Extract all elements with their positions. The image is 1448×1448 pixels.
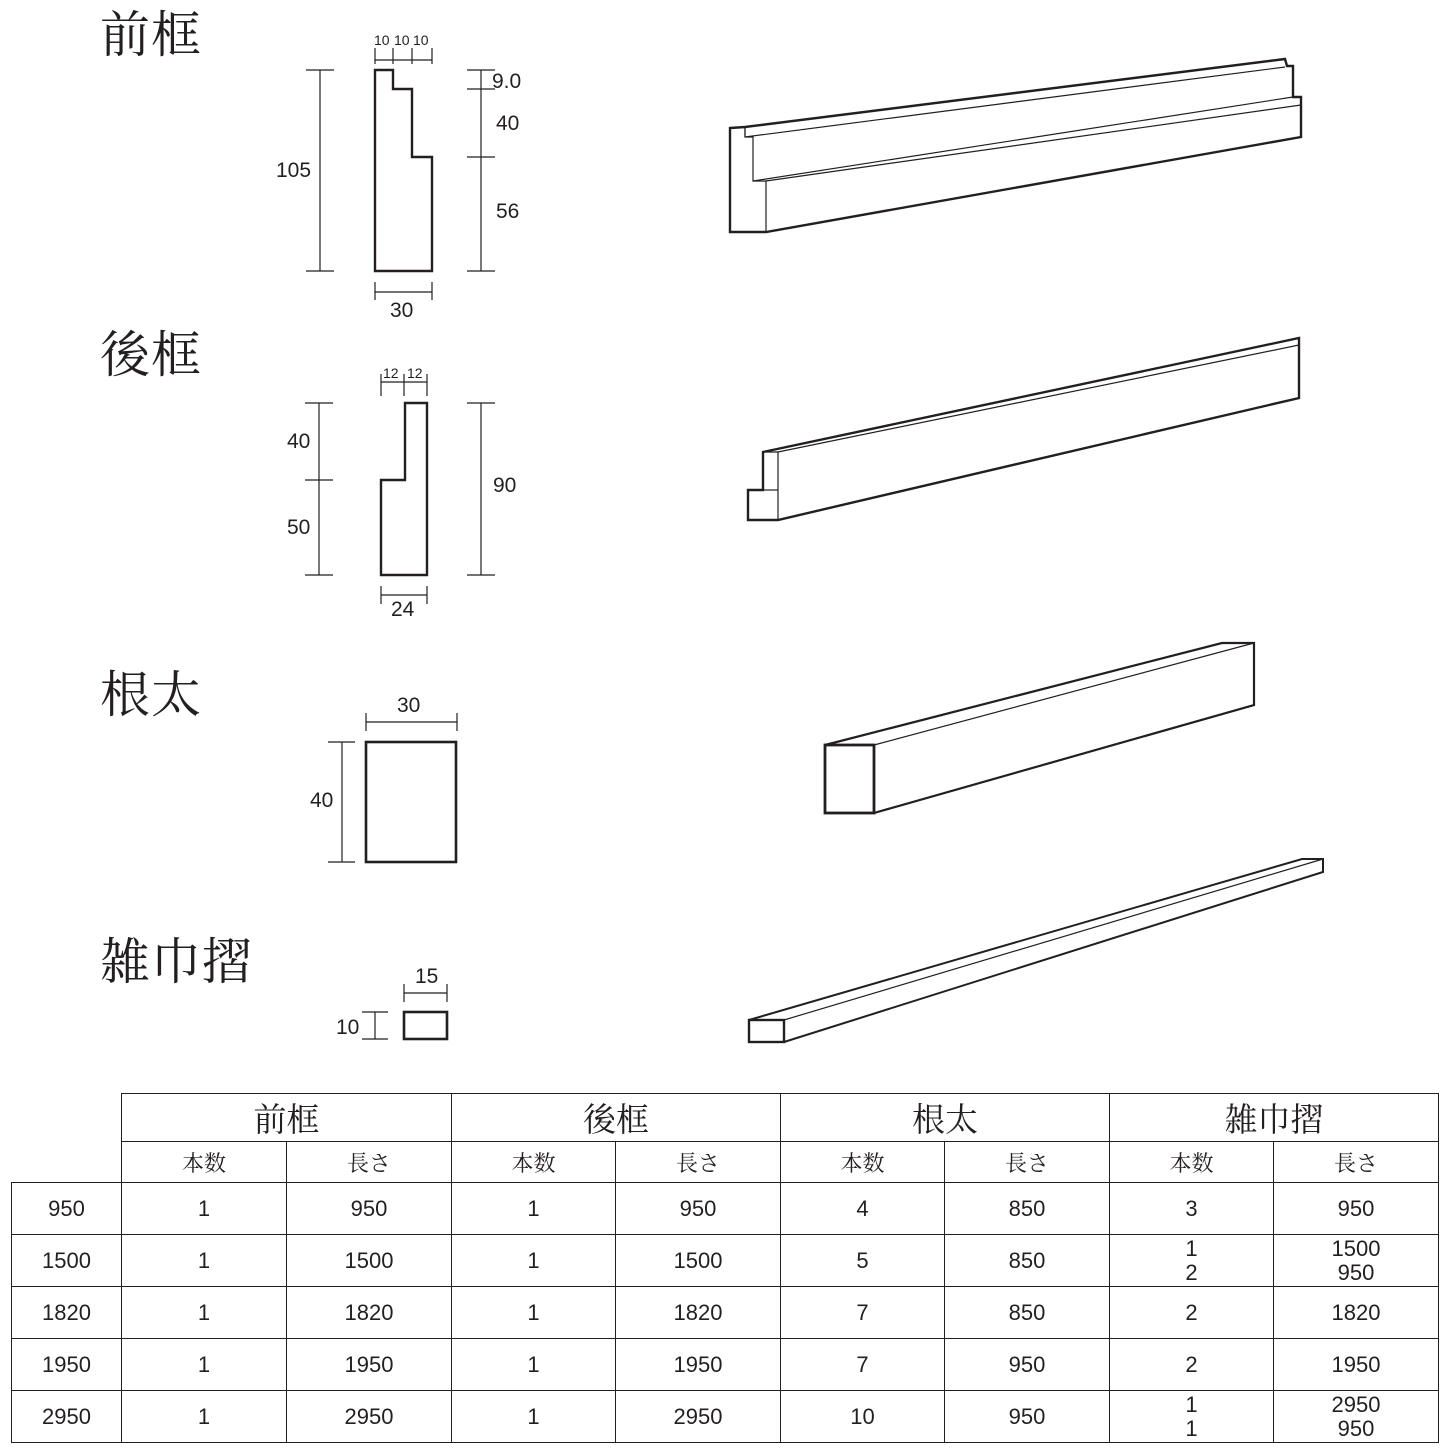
length-cell	[1274, 1339, 1439, 1391]
cell-value: 1500	[344, 1247, 394, 1273]
sub-header-length: 長さ	[1274, 1142, 1439, 1183]
count-cell	[122, 1287, 287, 1339]
cell-value: 850	[1008, 1195, 1046, 1221]
group-header-front-frame: 前框	[122, 1094, 452, 1142]
cell-value: 1	[527, 1351, 540, 1377]
table-corner	[12, 1094, 122, 1142]
row-size-cell: 950	[12, 1183, 122, 1235]
rear-width-label: 24	[391, 598, 415, 621]
sub-header-count: 本数	[452, 1142, 616, 1183]
sub-header-count: 本数	[122, 1142, 287, 1183]
count-cell	[452, 1235, 616, 1287]
cell-value: 950	[1008, 1351, 1046, 1377]
count-cell	[122, 1183, 287, 1235]
strip-width-label: 15	[415, 965, 439, 988]
cell-value: 3	[1185, 1195, 1198, 1221]
rear-h1-label: 40	[287, 430, 311, 453]
length-cell	[1274, 1183, 1439, 1235]
table-corner	[12, 1142, 122, 1183]
table-row	[12, 1339, 1439, 1391]
length-cell	[945, 1391, 1110, 1443]
table-body	[12, 1183, 1439, 1443]
count-cell	[1110, 1391, 1274, 1443]
cell-value: 850	[1008, 1299, 1046, 1325]
cell-value: 1	[1185, 1415, 1198, 1441]
front-frame-3d	[730, 59, 1301, 232]
cell-value: 1	[197, 1247, 211, 1273]
sub-header-length: 長さ	[616, 1142, 781, 1183]
cell-value: 4	[856, 1195, 869, 1221]
count-cell	[781, 1391, 945, 1443]
cell-value: 950	[350, 1195, 388, 1221]
cell-value: 1	[527, 1195, 540, 1221]
cell-value: 2	[1185, 1299, 1198, 1325]
spec-table	[11, 1093, 1439, 1443]
count-cell	[1110, 1287, 1274, 1339]
joist-section	[328, 713, 457, 862]
joist-height-label: 40	[310, 789, 334, 812]
cell-value: 1950	[673, 1351, 723, 1377]
cell-value: 1500	[673, 1247, 723, 1273]
cell-value: 10	[850, 1403, 875, 1429]
row-size-cell: 1820	[12, 1287, 122, 1339]
count-cell	[122, 1235, 287, 1287]
front-h3-label: 56	[496, 200, 520, 223]
cell-value: 1	[197, 1195, 211, 1221]
count-cell	[781, 1287, 945, 1339]
cell-value: 1950	[1331, 1351, 1381, 1377]
count-cell	[452, 1391, 616, 1443]
cell-value: 850	[1008, 1247, 1046, 1273]
cell-value: 2950	[344, 1403, 394, 1429]
strip-3d	[749, 859, 1323, 1042]
table-row	[12, 1391, 1439, 1443]
count-cell	[452, 1287, 616, 1339]
length-cell	[945, 1183, 1110, 1235]
cell-value: 1	[197, 1299, 211, 1325]
count-cell	[452, 1183, 616, 1235]
front-h1-label: 9.0	[492, 70, 522, 93]
joist-title: 根太	[100, 666, 202, 724]
cell-value: 1	[1185, 1391, 1198, 1417]
cell-value: 7	[856, 1351, 869, 1377]
row-size-cell: 1500	[12, 1235, 122, 1287]
cell-value: 1820	[1331, 1299, 1381, 1325]
length-cell	[616, 1391, 781, 1443]
count-cell	[122, 1391, 287, 1443]
length-cell	[1274, 1287, 1439, 1339]
strip-height-label: 10	[336, 1016, 360, 1039]
front-h2-label: 40	[496, 112, 520, 135]
front-frame-section	[306, 48, 495, 300]
cell-value: 1500	[1331, 1235, 1381, 1261]
sub-header-count: 本数	[1110, 1142, 1274, 1183]
joist-3d	[825, 643, 1254, 813]
front-frame-title: 前框	[100, 6, 202, 64]
front-w1-label: 10	[374, 32, 390, 48]
cell-value: 1	[527, 1403, 540, 1429]
cell-value: 950	[1337, 1415, 1375, 1441]
joist-width-label: 30	[397, 694, 421, 717]
length-cell	[616, 1235, 781, 1287]
sub-header-count: 本数	[781, 1142, 945, 1183]
group-header-joist: 根太	[781, 1094, 1110, 1142]
count-cell	[781, 1235, 945, 1287]
count-cell	[1110, 1183, 1274, 1235]
length-cell	[287, 1235, 452, 1287]
cell-value: 5	[856, 1247, 869, 1273]
length-cell	[1274, 1391, 1439, 1443]
row-size-cell: 2950	[12, 1391, 122, 1443]
rear-height-label: 90	[493, 474, 517, 497]
cell-value: 1820	[673, 1299, 723, 1325]
cell-value: 1	[527, 1299, 540, 1325]
group-header-strip: 雑巾摺	[1110, 1094, 1439, 1142]
rear-w1-label: 12	[383, 365, 399, 381]
count-cell	[781, 1183, 945, 1235]
rear-frame-section	[305, 374, 495, 604]
count-cell	[452, 1339, 616, 1391]
length-cell	[287, 1391, 452, 1443]
cell-value: 950	[1337, 1195, 1375, 1221]
cell-value: 1	[1185, 1235, 1198, 1261]
cell-value: 2	[1185, 1351, 1198, 1377]
table-row	[12, 1235, 1439, 1287]
cell-value: 1950	[344, 1351, 394, 1377]
rear-w2-label: 12	[407, 365, 423, 381]
cell-value: 1	[527, 1247, 540, 1273]
cell-value: 950	[679, 1195, 717, 1221]
length-cell	[287, 1287, 452, 1339]
table-sub-header-row	[12, 1142, 1439, 1183]
strip-section	[362, 984, 447, 1039]
rear-frame-title: 後框	[100, 326, 202, 384]
cell-value: 2950	[673, 1403, 723, 1429]
front-height-label: 105	[276, 159, 312, 182]
cell-value: 950	[1337, 1259, 1375, 1285]
cell-value: 2	[1185, 1259, 1198, 1285]
length-cell	[945, 1339, 1110, 1391]
cell-value: 1	[197, 1351, 211, 1377]
count-cell	[1110, 1235, 1274, 1287]
length-cell	[616, 1183, 781, 1235]
cell-value: 1	[197, 1403, 211, 1429]
table-row	[12, 1183, 1439, 1235]
length-cell	[616, 1339, 781, 1391]
length-cell	[945, 1235, 1110, 1287]
cell-value: 2950	[1331, 1391, 1381, 1417]
length-cell	[287, 1339, 452, 1391]
front-width-label: 30	[390, 299, 414, 322]
front-w3-label: 10	[413, 32, 429, 48]
cell-value: 950	[1008, 1403, 1046, 1429]
row-size-cell: 1950	[12, 1339, 122, 1391]
length-cell	[616, 1287, 781, 1339]
count-cell	[122, 1339, 287, 1391]
rear-h2-label: 50	[287, 516, 311, 539]
group-header-rear-frame: 後框	[452, 1094, 781, 1142]
sub-header-length: 長さ	[945, 1142, 1110, 1183]
front-w2-label: 10	[394, 32, 410, 48]
length-cell	[945, 1287, 1110, 1339]
length-cell	[1274, 1235, 1439, 1287]
sub-header-length: 長さ	[287, 1142, 452, 1183]
cell-value: 7	[856, 1299, 869, 1325]
cell-value: 1820	[344, 1299, 394, 1325]
rear-frame-3d	[748, 338, 1299, 520]
table-group-header-row	[12, 1094, 1439, 1142]
count-cell	[1110, 1339, 1274, 1391]
strip-title: 雑巾摺	[100, 933, 253, 991]
length-cell	[287, 1183, 452, 1235]
count-cell	[781, 1339, 945, 1391]
table-row	[12, 1287, 1439, 1339]
